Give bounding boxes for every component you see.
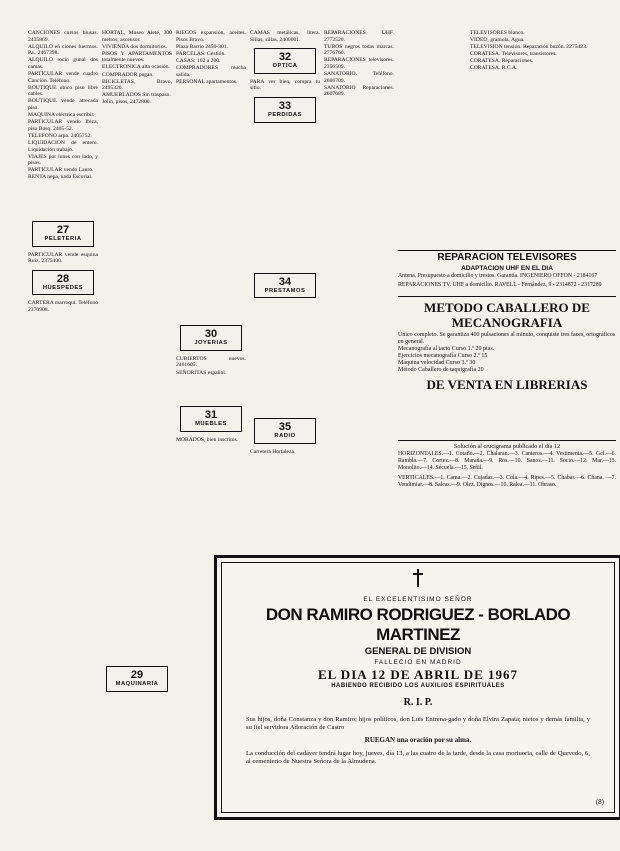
ad-line: COMPRADORES mucha salida.	[176, 64, 246, 78]
ad-line: CANCIONES cursos blusas. 2435869.	[28, 30, 98, 43]
obituary-heading: EL EXCELENTISIMO SEÑOR	[363, 596, 473, 603]
section-box-joyerias	[180, 325, 242, 351]
section-number: 35	[278, 421, 292, 434]
section-number: 30	[204, 328, 218, 341]
tv-repair-ad	[398, 250, 616, 289]
crucigrama-verticales: VERTICALES.—1. Cama.—2. Cujadas.—3. Cola.—4. Ripes.—5. Chabar.—6. Chana. —7. Vendimiar.—8. Saleas.—9. Olez. Dignos.—10. Ralea.—11. Obraso.	[398, 474, 616, 488]
rip-line: R. I. P.	[403, 697, 433, 708]
ad-line: CORATESA. R.C.A.	[470, 65, 518, 72]
tv-repair-text-2: REPARACIONES TV. UHF a domicilio. RAVELL - Fernández, 9 - 2314872 - 2317289	[398, 282, 602, 288]
crucigrama-solution	[398, 440, 616, 489]
death-date: EL DIA 12 DE ABRIL DE 1967	[317, 667, 519, 682]
column-6	[470, 30, 614, 245]
section-label: HUESPEDES	[42, 284, 84, 291]
ad-line: SANATORIO Reparaciones. 2607689.	[324, 84, 394, 98]
ad-line: SEÑORITAS español.	[176, 369, 227, 376]
section-box-optica	[254, 48, 316, 74]
crucigrama-horizontales: HORIZONTALES.—1. Cotaño.—2. Chalaran.—3. Canteros.—4. Vestimenta.—5. Gel.—6. Rambla.—7. Cortez.—8. Maraña.—9. Ros.—10. Sanos.—11. Socio.—12. Mar.—13. Monolito.—14. Sécuela.—15. Señil.	[398, 451, 616, 472]
ad-line: LIQUIDACION de entero. Liquidación trabajo.	[28, 140, 98, 153]
section-label: MUEBLES	[195, 421, 227, 428]
metodo-price-line: Mecanografía al tacto Curso 1.º 20 ptas.	[398, 346, 495, 352]
metodo-text: Único completo. Se garantiza 400 pulsaciones al minuto, conquiste tres faces, ortográficos en general.	[398, 332, 616, 345]
ad-line: VIAJES por lunes con lado, y pisos.	[28, 153, 98, 167]
ad-line: RIEGOS expansión, aceites. Pisos Bravo.	[176, 30, 246, 43]
ad-line: TUBOS negros todas marcas. 2776760.	[324, 43, 394, 57]
ad-line: REPARACIONES UHF. 2772520.	[324, 30, 394, 43]
ad-line: Carretera Hortaleza.	[250, 448, 296, 455]
obituary-notice	[214, 555, 620, 820]
ad-line: TELEVISORES blanco.	[470, 30, 525, 36]
ad-line: CARTERA marroquí. Teléfono 2370908.	[28, 300, 98, 314]
ad-line: CORATESA. Televisores, transistores.	[470, 51, 557, 58]
ad-line: HORTAL, Museo Aleté, 300 metros; ascensor.	[102, 30, 172, 43]
section-box-prestamos	[254, 273, 316, 299]
section-number: 27	[56, 224, 70, 237]
section-number: 31	[204, 409, 218, 422]
section-box-muebles	[180, 406, 242, 432]
reference-number: (8)	[595, 798, 604, 806]
obituary-inner-border	[221, 562, 615, 813]
ad-line: Jolin, pisos, 2472800.	[102, 99, 151, 106]
ad-line: MAQUINA eléctrica escribir.	[28, 112, 95, 119]
tv-repair-text: Antena. Presupuesto a domicilio y trestos. Garantía. INGENIERO OFFON - 2184167	[398, 273, 598, 279]
metodo-title: METODO CABALLERO DE MECANOGRAFIA	[424, 300, 590, 330]
ad-line: PARTICULAR vendo Lauro.	[28, 167, 94, 174]
section-box-huespedes	[32, 270, 94, 296]
section-number: 28	[56, 272, 70, 285]
section-label: PERDIDAS	[268, 111, 302, 118]
section-number: 32	[278, 51, 292, 64]
ad-line: PARTICULAR vende cuadro Canción. Teléfono.	[28, 71, 98, 84]
cross-icon	[222, 569, 614, 592]
metodo-price-line: Ejercicios mecanografía Curso 2.º 15	[398, 353, 488, 359]
ad-line: PARTICULAR vende esquina Ruiz. 2375400.	[28, 251, 98, 265]
ad-line: PARA ver bien, compra tu sitio.	[250, 78, 320, 92]
ad-line: PISOS Y APARTAMENTOS totalmente nuevos.	[102, 50, 172, 64]
section-box-perdidas	[254, 97, 316, 123]
tv-repair-title: REPARACION TELEVISORES	[437, 252, 577, 263]
section-number: 29	[130, 669, 144, 682]
ad-line: PERSONAL apartamentos.	[176, 78, 238, 85]
ad-line: Plaza Barrio 2450-301.	[176, 43, 229, 50]
metodo-price-line: Máquina velocidad Curso 3.º 30	[398, 360, 476, 366]
section-label: MAQUINARIA	[115, 681, 159, 688]
column-5	[324, 30, 394, 245]
section-number: 34	[278, 275, 292, 288]
tv-repair-subtitle: ADAPTACION UHF EN EL DIA	[461, 265, 553, 272]
column-2	[102, 30, 172, 830]
section-box-maquinaria	[106, 666, 168, 692]
section-label: OPTICA	[272, 63, 298, 70]
libreria-title: DE VENTA EN LIBRERIAS	[426, 377, 588, 392]
section-box-radio	[254, 418, 316, 444]
mecanografia-ad	[398, 296, 616, 392]
ad-line: RENTA nepa, nada Escorial.	[28, 174, 93, 181]
section-number: 33	[278, 99, 292, 112]
ad-line: CAMAS metálicas, litera. Sillas, sillas. 2400001.	[250, 30, 320, 43]
ad-line: CASAS: 102 a 200.	[176, 57, 221, 64]
ad-line: ALQUILO rocin gunal dos camas.	[28, 57, 98, 70]
deceased-name: DON RAMIRO RODRIGUEZ - BORLADO MARTINEZ	[265, 605, 571, 644]
ad-line: CUBIERTOS nuevos. 2461605.	[176, 355, 246, 369]
section-box-peleteria	[32, 221, 94, 247]
ad-line: ALQUILO eñ ciones fuermos. Pa.. 2467398.	[28, 43, 98, 57]
ad-line: TELEVISION tensión. Reparación buzón. 2275423.	[470, 44, 588, 51]
ad-line: PARCELAS. Gestión.	[176, 50, 226, 57]
family-text: Sus hijos, doña Constanza y don Ramiro; hijos políticos, don Luis Entrena-gado y doña Elvira Zapata; nietos y demás familia, y su fiel servidora Adoración de Castro	[246, 716, 590, 731]
conduccion-text: La conducción del cadáver tendrá lugar hoy, jueves, día 13, a las cuatro de la tarde, desde la casa mortuoria, calle de Quevedo, 6, al cementerio de Nuestra Señora de la Almudena.	[246, 750, 590, 765]
ad-line: BOUTIQUE ubico piso libre cables.	[28, 84, 98, 98]
section-label: JOYERIAS	[194, 340, 228, 347]
ad-line: VIDEO, gramola, Agua.	[470, 37, 525, 44]
deceased-rank: GENERAL DE DIVISION	[364, 646, 472, 657]
ad-line: CORATESA. Reparaciones.	[470, 58, 534, 65]
section-label: RADIO	[274, 433, 296, 440]
metodo-price-line: Método Caballero de taquigrafía 20	[398, 367, 484, 373]
crucigrama-title: Solución al crucigrama publicado el día 12	[453, 443, 561, 450]
column-1	[28, 30, 98, 830]
fallecio-line: FALLECIO EN MADRID	[374, 659, 462, 666]
ad-line: COMPRADOR pagan.	[102, 71, 154, 78]
ad-line: BICICLETAS, Bravo, 2495320.	[102, 78, 172, 92]
ad-line: BOUTIQUE vende atrecada piso.	[28, 98, 98, 112]
section-label: PRESTAMOS	[264, 287, 306, 294]
ad-line: PARTICULAR vendo Ibiza, piso Bosq. 2405-52.	[28, 119, 98, 132]
ad-line: SANATORIO. Teléfono. 2606709.	[324, 71, 394, 84]
ad-line: MORADOS, bien inscritos.	[176, 436, 239, 443]
ad-line: ELECTRONICA alta ocasión.	[102, 64, 170, 71]
ruegan-line: RUEGAN una oración por su alma.	[364, 736, 472, 744]
auxilios-line: HABIENDO RECIBIDO LOS AUXILIOS ESPIRITUALES	[331, 683, 505, 689]
ad-line: REPARACIONES televisores. 2356509.	[324, 57, 394, 70]
section-label: PELETERIA	[44, 236, 82, 243]
ad-line: AMUEBLADOS Sin traspaso.	[102, 92, 171, 99]
ad-line: TELEFONO arpa. 2405752.	[28, 132, 92, 139]
ad-line: VIVIENDA dos dormitorios.	[102, 43, 168, 50]
